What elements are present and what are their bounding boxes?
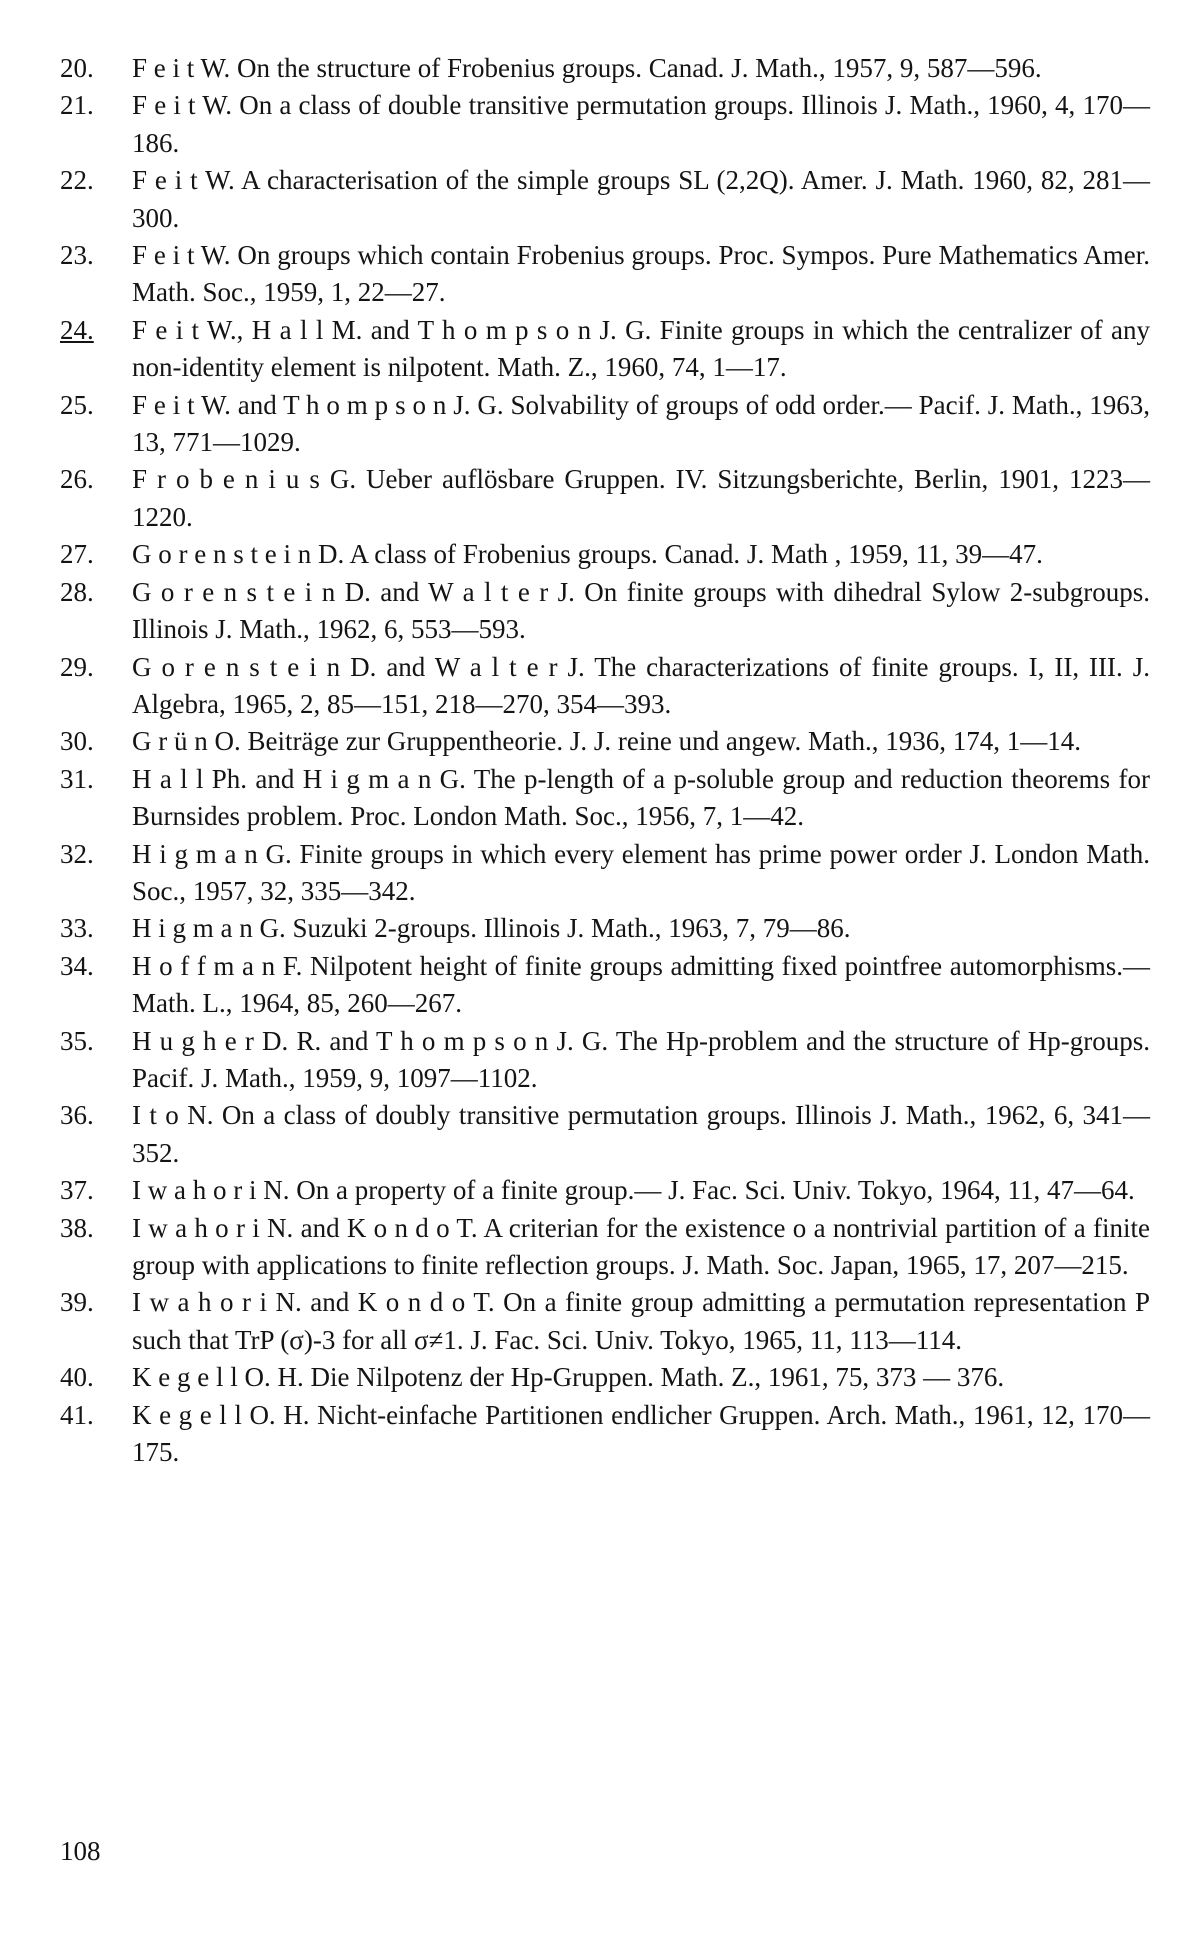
reference-item: [60, 1397, 1150, 1472]
reference-number: 34.: [60, 950, 94, 981]
reference-item: [60, 1023, 1150, 1098]
reference-list: [60, 50, 1150, 1471]
reference-number: 23.: [60, 240, 94, 271]
reference-item: [60, 761, 1150, 836]
reference-item: [60, 1284, 1150, 1359]
reference-text: H i g m a n G. Suzuki 2-groups. Illinois J. Math., 1963, 7, 79—86.: [132, 913, 851, 944]
reference-item: [60, 237, 1150, 312]
page-number: 108: [60, 1836, 101, 1866]
reference-number: 35.: [60, 1025, 94, 1056]
reference-text: I t o N. On a class of doubly transitive permutation groups. Illinois J. Math., 1962, 6, 341—352.: [132, 1100, 1150, 1168]
reference-item: [60, 162, 1150, 237]
reference-text: F e i t W. On the structure of Frobenius groups. Canad. J. Math., 1957, 9, 587—596.: [132, 53, 1042, 83]
reference-number: 22.: [60, 165, 94, 196]
reference-text: F r o b e n i u s G. Ueber auflösbare Gruppen. IV. Sitzungsberichte, Berlin, 1901, 1223—1220.: [132, 464, 1150, 532]
reference-number: 26.: [60, 464, 94, 495]
reference-text: G o r e n s t e i n D. A class of Frobenius groups. Canad. J. Math , 1959, 11, 39—47.: [132, 539, 1043, 570]
reference-item: [60, 536, 1150, 573]
reference-text: F e i t W. On a class of double transitive permutation groups. Illinois J. Math., 1960, 4, 170—186.: [132, 90, 1150, 158]
reference-text: I w a h o r i N. On a property of a finite group.— J. Fac. Sci. Univ. Tokyo, 1964, 11, 47—64.: [132, 1175, 1135, 1206]
reference-text: F e i t W. A characterisation of the simple groups SL (2,2Q). Amer. J. Math. 1960, 82, 281—300.: [132, 165, 1150, 233]
reference-number: 25.: [60, 389, 94, 420]
reference-text: H i g m a n G. Finite groups in which every element has prime power order J. London Math. Soc., 1957, 32, 335—342.: [132, 838, 1150, 906]
reference-item: [60, 649, 1150, 724]
reference-item: [60, 461, 1150, 536]
reference-text: G o r e n s t e i n D. and W a l t e r J. The characterizations of finite groups. I, II, III. J. Algebra, 1965, 2, 85—151, 218—270, 354—393.: [132, 651, 1150, 719]
reference-number: 30.: [60, 726, 94, 757]
reference-item: [60, 387, 1150, 462]
reference-item: [60, 312, 1150, 387]
reference-text: H a l l Ph. and H i g m a n G. The p-length of a p-soluble group and reduction theorems for Burnsides problem. Proc. London Math. Soc., 1956, 7, 1—42.: [132, 763, 1150, 832]
reference-text: I w a h o r i N. and K o n d o T. A criterian for the existence o a nontrivial partition of a finite group with applications to finite reflection groups. J. Math. Soc. Japan, 1965, 17, 207—215.: [132, 1212, 1150, 1280]
reference-number: 40.: [60, 1362, 94, 1393]
reference-number: 27.: [60, 539, 94, 570]
reference-number: 31.: [60, 763, 94, 794]
reference-text: G r ü n O. Beiträge zur Gruppentheorie. J. J. reine und angew. Math., 1936, 174, 1—14.: [132, 726, 1082, 757]
reference-text: F e i t W., H a l l M. and T h o m p s o n J. G. Finite groups in which the centralizer of any non-identity element is nilpotent. Math. Z., 1960, 74, 1—17.: [132, 314, 1150, 383]
reference-item: [60, 948, 1150, 1023]
reference-number: 33.: [60, 913, 94, 944]
reference-text: F e i t W. On groups which contain Frobenius groups. Proc. Sympos. Pure Mathematics Amer. Math. Soc., 1959, 1, 22—27.: [132, 240, 1150, 308]
reference-number: 39.: [60, 1287, 94, 1318]
reference-item: [60, 1097, 1150, 1172]
reference-number: 41.: [60, 1399, 94, 1430]
reference-item: [60, 836, 1150, 911]
reference-number: 32.: [60, 838, 94, 869]
reference-number: 28.: [60, 576, 94, 607]
reference-text: H o f f m a n F. Nilpotent height of finite groups admitting fixed pointfree automorphisms.— Math. L., 1964, 85, 260—267.: [132, 950, 1150, 1019]
reference-text: I w a h o r i N. and K o n d o T. On a finite group admitting a permutation representation P such that TrP (σ)-3 for all σ≠1. J. Fac. Sci. Univ. Tokyo, 1965, 11, 113—114.: [132, 1287, 1150, 1355]
reference-text: K e g e l l O. H. Nicht-einfache Partitionen endlicher Gruppen. Arch. Math., 1961, 12, 170—175.: [132, 1399, 1150, 1468]
reference-text: K e g e l l O. H. Die Nilpotenz der Hp-Gruppen. Math. Z., 1961, 75, 373 — 376.: [132, 1362, 1005, 1393]
reference-number: 37.: [60, 1175, 94, 1206]
reference-number: 24.: [60, 314, 94, 345]
reference-number: 38.: [60, 1212, 94, 1243]
reference-item: [60, 1359, 1150, 1396]
reference-item: [60, 50, 1150, 87]
reference-text: F e i t W. and T h o m p s o n J. G. Solvability of groups of odd order.— Pacif. J. Math., 1963, 13, 771—1029.: [132, 389, 1150, 458]
reference-number: 36.: [60, 1100, 94, 1131]
reference-number: 21.: [60, 90, 94, 121]
reference-item: [60, 1172, 1150, 1209]
reference-item: [60, 87, 1150, 162]
reference-text: G o r e n s t e i n D. and W a l t e r J. On finite groups with dihedral Sylow 2-subgroups. Illinois J. Math., 1962, 6, 553—593.: [132, 576, 1150, 645]
reference-item: [60, 1210, 1150, 1285]
reference-item: [60, 910, 1150, 947]
reference-item: [60, 574, 1150, 649]
reference-text: H u g h e r D. R. and T h o m p s o n J. G. The Hp-problem and the structure of Hp-groups. Pacif. J. Math., 1959, 9, 1097—1102.: [132, 1025, 1150, 1093]
reference-item: [60, 723, 1150, 760]
reference-number: 29.: [60, 651, 94, 682]
reference-number: 20.: [60, 53, 94, 83]
